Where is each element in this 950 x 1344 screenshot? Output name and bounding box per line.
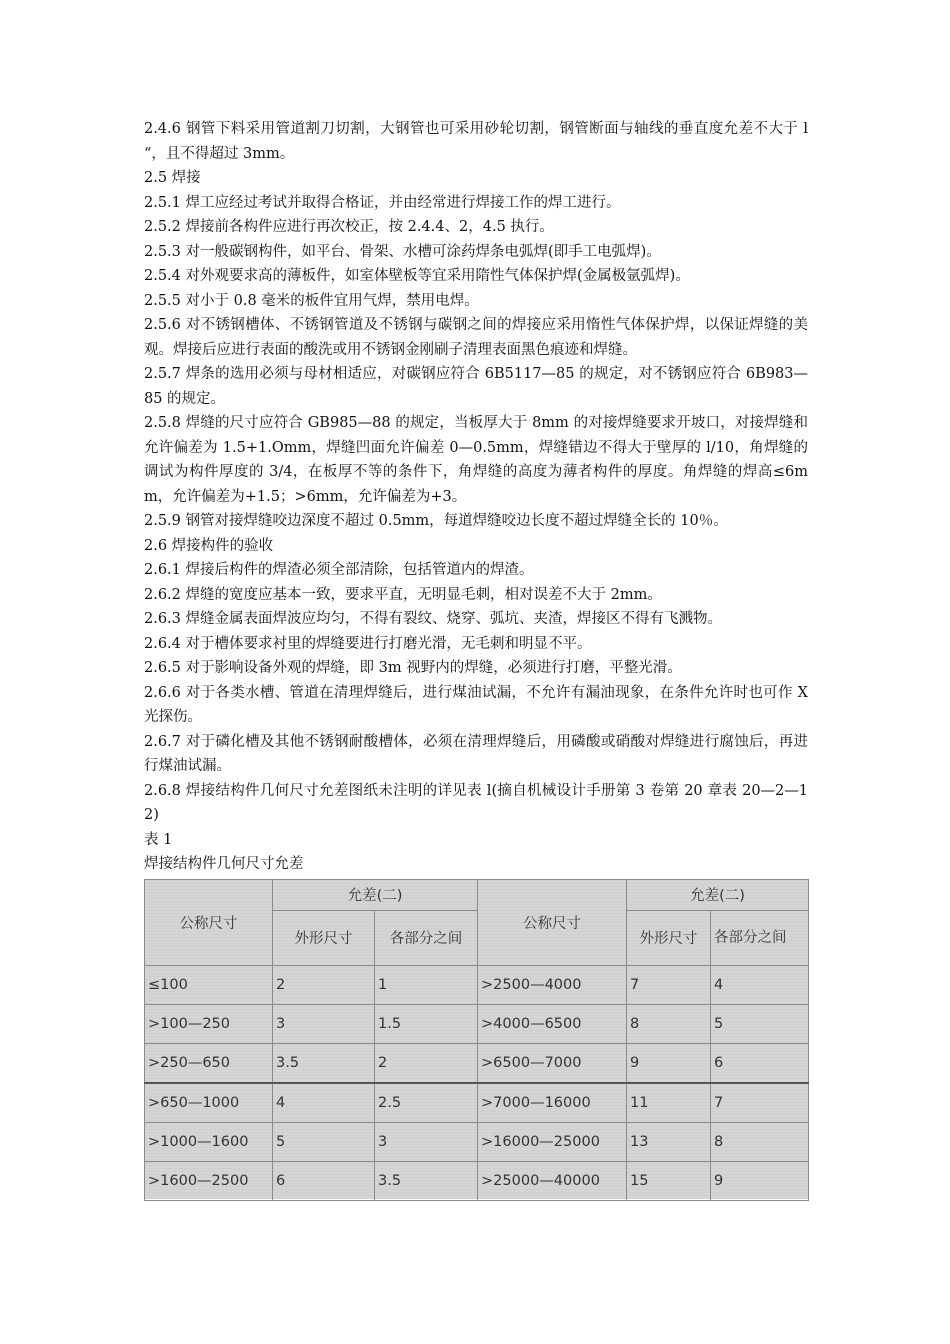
clause-2-6-6: 2.6.6 对于各类水槽、管道在清理焊缝后，进行煤油试漏，不允许有漏油现象，在条件允许时也可作 X 光探伤。 (144, 684, 808, 725)
nominal-size-header-right: 公称尺寸 (478, 879, 627, 965)
outer-size-cell: 4 (273, 1083, 375, 1123)
clause-2-5-2: 2.5.2 焊接前各构件应进行再次校正，按 2.4.4、2，4.5 执行。 (144, 219, 554, 235)
table-label: 表 1 (144, 831, 173, 848)
clause-2-6-5: 2.6.5 对于影响设备外观的焊缝，即 3m 视野内的焊缝，必须进行打磨，平整光滑。 (144, 660, 682, 676)
nominal-size-cell: >1600—2500 (145, 1161, 273, 1200)
clause-2-5-3: 2.5.3 对一般碳钢构件，如平台、骨架、水槽可涂药焊条电弧焊(即手工电弧焊)。 (144, 243, 661, 260)
nominal-size-cell: >100—250 (145, 1004, 273, 1043)
clause-2-5-7: 2.5.7 焊条的选用必须与母材相适应，对碳钢应符合 6B5117—85 的规定，对不锈钢应符合 6B983—85 的规定。 (144, 366, 808, 407)
clause-2-5-5: 2.5.5 对小于 0.8 毫米的板件宜用气焊，禁用电焊。 (144, 292, 479, 309)
clause-2-5-9: 2.5.9 钢管对接焊缝咬边深度不超过 0.5mm，每道焊缝咬边长度不超过焊缝全长的 10％。 (144, 513, 728, 529)
table-row (145, 1161, 809, 1200)
between-parts-cell: 3.5 (375, 1161, 478, 1200)
outer-size-cell: 5 (273, 1122, 375, 1161)
clause-2-6-1: 2.6.1 焊接后构件的焊渣必须全部清除，包括管道内的焊渣。 (144, 562, 534, 578)
between-parts-cell: 2 (375, 1043, 478, 1083)
clause-2-5-1: 2.5.1 焊工应经过考试并取得合格证，并由经常进行焊接工作的焊工进行。 (144, 194, 621, 211)
table-row (145, 965, 809, 1004)
between-parts-cell: 9 (711, 1161, 809, 1200)
tolerance-header-right: 允差(二) (627, 879, 809, 910)
nominal-size-header-left: 公称尺寸 (145, 879, 273, 965)
nominal-size-cell: >650—1000 (145, 1083, 273, 1123)
between-parts-cell: 2.5 (375, 1083, 478, 1123)
clause-2-5-8: 2.5.8 焊缝的尺寸应符合 GB985—88 的规定，当板厚大于 8mm 的对接焊缝要求开坡口，对接焊缝和允许偏差为 1.5+1.Omm，焊缝凹面允许偏差 0—0.5mm，焊缝错边不得大于壁厚的 l/10，角焊缝的调试为构件厚度的 3/4，在板厚不等的条件下，角焊缝的高度为薄者构件的厚度。角焊缝的焊高≤6mm，允许偏差为+1.5；>6mm，允许偏差为+3。 (144, 415, 808, 505)
tolerance-table-image (144, 879, 808, 1199)
table-row (145, 1004, 809, 1043)
outer-size-cell: 13 (627, 1122, 711, 1161)
between-parts-cell: 4 (711, 965, 809, 1004)
outer-size-cell: 2 (273, 965, 375, 1004)
section-2-6-heading: 2.6 焊接构件的验收 (144, 537, 274, 554)
clause-2-4-6: 2.4.6 钢管下料采用管道割刀切割，大钢管也可采用砂轮切割，钢管断面与轴线的垂直度允差不大于 l “，且不得超过 3mm。 (144, 121, 808, 162)
nominal-size-cell: ≤100 (145, 965, 273, 1004)
clause-2-5-6: 2.5.6 对不锈钢槽体、不锈钢管道及不锈钢与碳钢之间的焊接应采用惰性气体保护焊，以保证焊缝的美观。焊接后应进行表面的酸洗或用不锈钢金刚刷子清理表面黑色痕迹和焊缝。 (144, 317, 808, 358)
nominal-size-cell: >7000—16000 (478, 1083, 627, 1123)
outer-size-header-left: 外形尺寸 (273, 910, 375, 965)
nominal-size-cell: >25000—40000 (478, 1161, 627, 1200)
outer-size-cell: 9 (627, 1043, 711, 1083)
section-2-5-heading: 2.5 焊接 (144, 170, 201, 186)
outer-size-cell: 7 (627, 965, 711, 1004)
between-parts-cell: 1 (375, 965, 478, 1004)
outer-size-cell: 15 (627, 1161, 711, 1200)
clause-2-6-3: 2.6.3 焊缝金属表面焊波应均匀，不得有裂纹、烧穿、弧坑、夹渣，焊接区不得有飞溅物。 (144, 611, 722, 627)
between-parts-cell: 3 (375, 1122, 478, 1161)
between-parts-header-right: 各部分之间 (711, 910, 809, 965)
tolerance-table (144, 879, 809, 1201)
clause-2-5-4: 2.5.4 对外观要求高的薄板件，如室体壁板等宜采用隋性气体保护焊(金属极氩弧焊)。 (144, 268, 690, 284)
nominal-size-cell: >4000—6500 (478, 1004, 627, 1043)
clause-2-6-7: 2.6.7 对于磷化槽及其他不锈钢耐酸槽体，必须在清理焊缝后，用磷酸或硝酸对焊缝进行腐蚀后，再进行煤油试漏。 (144, 733, 808, 774)
clause-2-6-4: 2.6.4 对于槽体要求衬里的焊缝要进行打磨光滑，无毛刺和明显不平。 (144, 635, 592, 652)
outer-size-cell: 8 (627, 1004, 711, 1043)
table-header-row (145, 879, 809, 910)
outer-size-cell: 3.5 (273, 1043, 375, 1083)
clause-2-6-8: 2.6.8 焊接结构件几何尺寸允差图纸未注明的详见表 l(摘自机械设计手册第 3 卷第 20 章表 20—2—12) (144, 782, 808, 823)
document-body (144, 117, 808, 1199)
table-row (145, 1122, 809, 1161)
nominal-size-cell: >16000—25000 (478, 1122, 627, 1161)
between-parts-cell: 6 (711, 1043, 809, 1083)
table-row (145, 1043, 809, 1083)
outer-size-cell: 11 (627, 1083, 711, 1123)
table-title: 焊接结构件几何尺寸允差 (144, 856, 304, 872)
between-parts-cell: 7 (711, 1083, 809, 1123)
between-parts-cell: 1.5 (375, 1004, 478, 1043)
nominal-size-cell: >1000—1600 (145, 1122, 273, 1161)
outer-size-header-right: 外形尺寸 (627, 910, 711, 965)
between-parts-header-left: 各部分之间 (375, 910, 478, 965)
nominal-size-cell: >6500—7000 (478, 1043, 627, 1083)
table-row (145, 1083, 809, 1123)
tolerance-header-left: 允差(二) (273, 879, 478, 910)
nominal-size-cell: >2500—4000 (478, 965, 627, 1004)
nominal-size-cell: >250—650 (145, 1043, 273, 1083)
between-parts-cell: 5 (711, 1004, 809, 1043)
outer-size-cell: 3 (273, 1004, 375, 1043)
between-parts-cell: 8 (711, 1122, 809, 1161)
outer-size-cell: 6 (273, 1161, 375, 1200)
clause-2-6-2: 2.6.2 焊缝的宽度应基本一致，要求平直，无明显毛刺，相对误差不大于 2mm。 (144, 586, 662, 603)
